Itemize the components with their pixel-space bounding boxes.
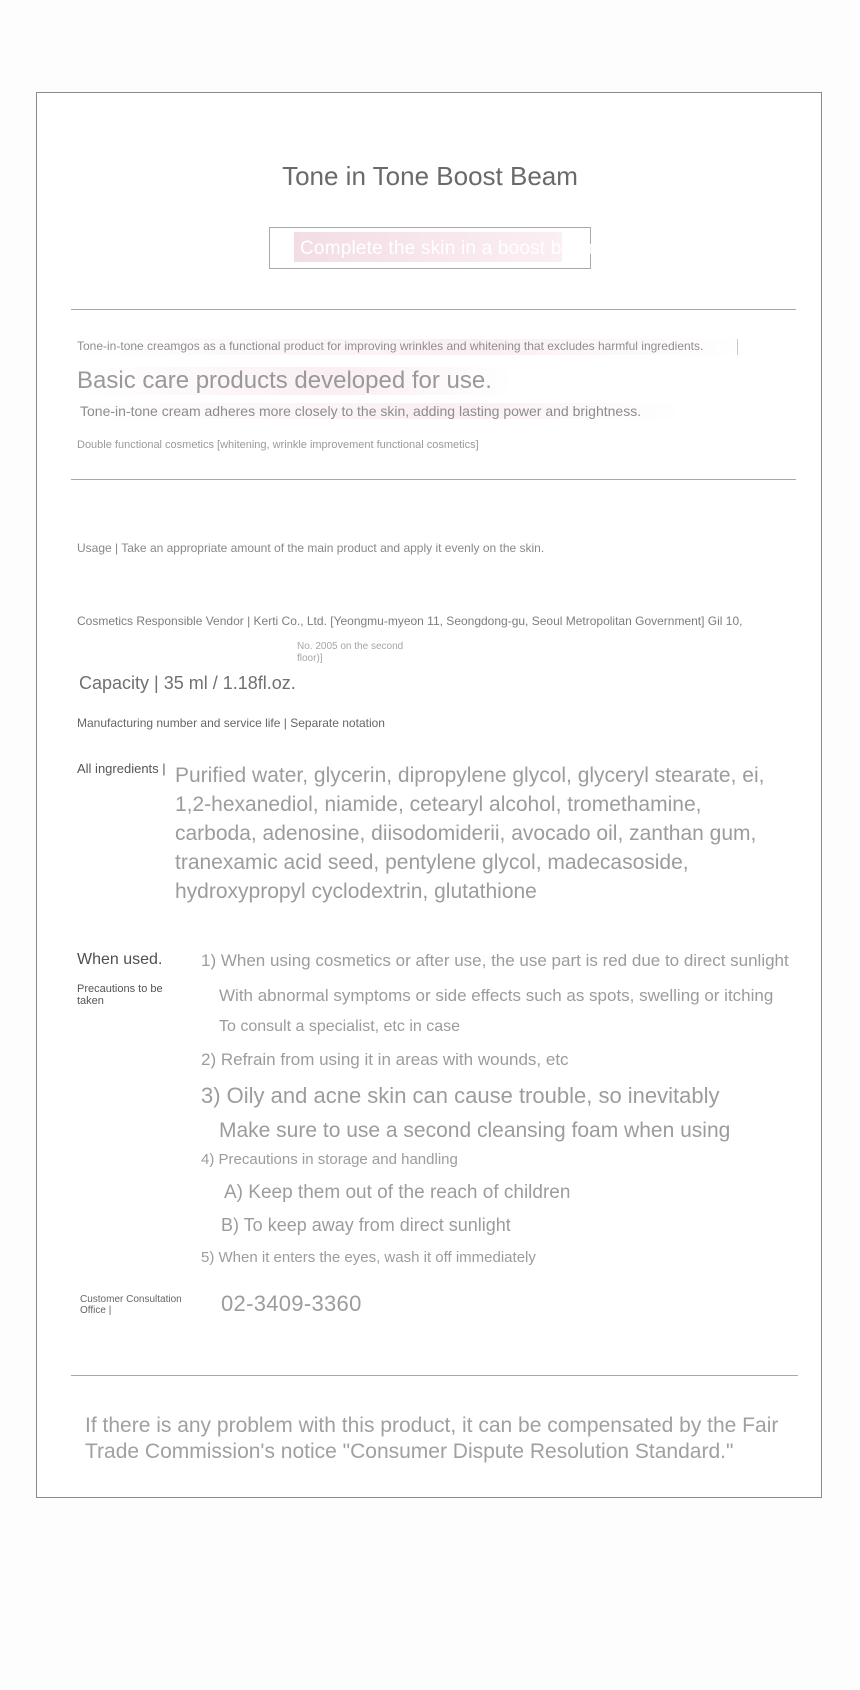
intro-line-1 [77, 339, 742, 355]
subtitle-text: Complete the skin in a boost beam [300, 238, 600, 259]
divider-bottom [71, 1375, 798, 1376]
intro-line-3: Tone-in-tone cream adheres more closely to the skin, adding lasting power and brightness. [80, 403, 681, 419]
intro-line-2: Basic care products developed for use. [77, 367, 512, 395]
precaution-item: Make sure to use a second cleansing foam when using [219, 1119, 731, 1142]
vendor-text-continued: No. 2005 on the second floor)] [297, 641, 404, 664]
precaution-item: 3) Oily and acne skin can cause trouble, so inevitably [201, 1083, 720, 1108]
ingredients-list: Purified water, glycerin, dipropylene glycol, glyceryl stearate, ei, 1,2-hexanediol, niamide, cetearyl alcohol, tromethamine, carboda, adenosine, diisodomiderii, avocado oil, zanthan gum, tranexamic acid seed, pentylene glycol, madecasoside, hydroxypropyl cyclodextrin, glutathione [175, 764, 765, 903]
label-frame [36, 92, 822, 1498]
customer-consultation-label: Customer Consultation Office | [80, 1294, 182, 1316]
precaution-item: A) Keep them out of the reach of children [224, 1182, 571, 1203]
precaution-item: 4) Precautions in storage and handling [201, 1151, 458, 1168]
precaution-item: 1) When using cosmetics or after use, the use part is red due to direct sunlight [201, 951, 789, 970]
precaution-item: 2) Refrain from using it in areas with wounds, etc [201, 1050, 569, 1069]
dispute-notice: If there is any problem with this product, it can be compensated by the Fair Trade Commission's notice "Consumer Dispute Resolution Standard." [85, 1414, 779, 1463]
ingredients-label: All ingredients | [77, 761, 166, 776]
precaution-item: To consult a specialist, etc in case [219, 1018, 461, 1035]
intro-line-4: Double functional cosmetics [whitening, wrinkle improvement functional cosmetics] [77, 439, 479, 451]
capacity-text: Capacity | 35 ml / 1.18fl.oz. [79, 673, 296, 693]
divider-top [71, 309, 796, 310]
precaution-item: With abnormal symptoms or side effects such as spots, swelling or itching [219, 986, 774, 1005]
precaution-item: B) To keep away from direct sunlight [221, 1215, 511, 1235]
manufacturing-text: Manufacturing number and service life | Separate notation [77, 716, 385, 730]
precautions-label: Precautions to be taken [77, 983, 163, 1007]
usage-text: Usage | Take an appropriate amount of the main product and apply it evenly on the skin. [77, 541, 545, 555]
vendor-text: Cosmetics Responsible Vendor | Kerti Co., Ltd. [Yeongmu-myeon 11, Seongdong-gu, Seoul Metropolitan Government] Gil 10, [77, 614, 743, 628]
when-used-label: When used. [77, 951, 163, 968]
precaution-item: 5) When it enters the eyes, wash it off immediately [201, 1249, 536, 1266]
subtitle-box [269, 227, 600, 269]
intro-line-1-text: Tone-in-tone creamgos as a functional product for improving wrinkles and whitening that excludes harmful ingredients. [77, 339, 704, 354]
divider-middle [71, 479, 796, 480]
intro-separator [737, 339, 738, 355]
customer-phone: 02-3409-3360 [221, 1291, 362, 1316]
product-title: Tone in Tone Boost Beam [282, 161, 578, 191]
